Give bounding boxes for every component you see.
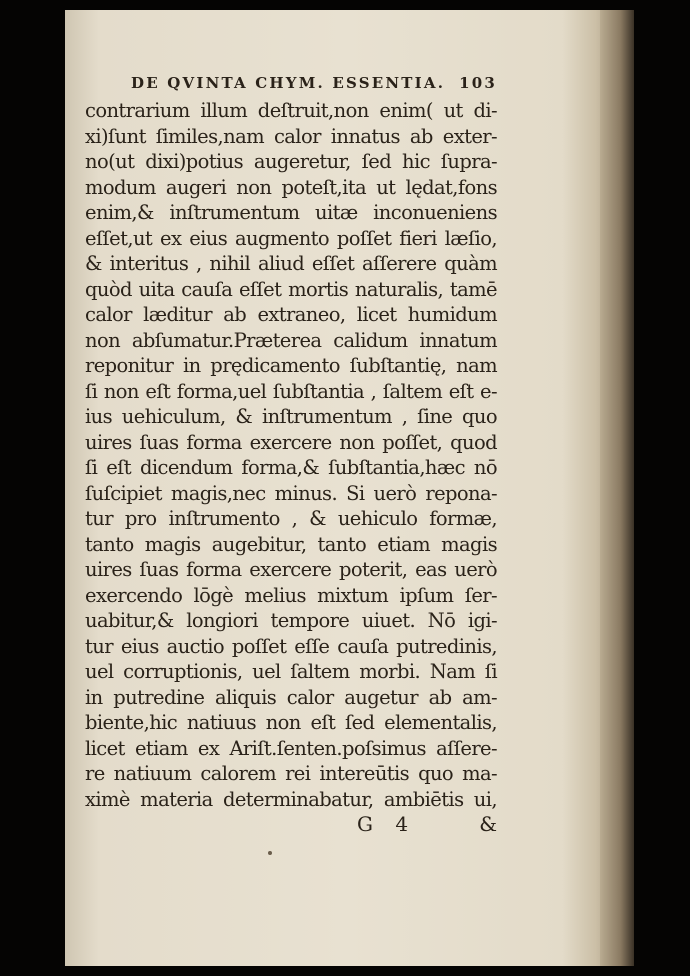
page-footer	[85, 812, 497, 838]
text-line: eſſet,ut ex eius augmento poſſet fieri læſio,	[85, 226, 497, 250]
text-line: uires ſuas forma exercere non poſſet, quod	[85, 430, 497, 454]
text-line: non abſumatur.Præterea calidum innatum	[85, 328, 497, 352]
text-line: in putredine aliquis calor augetur ab am-	[85, 685, 497, 709]
text-line: tur eius auctio poſſet eſſe cauſa putredinis,	[85, 634, 497, 658]
text-line: contrarium illum deſtruit,non enim( ut di-	[85, 99, 497, 122]
text-line: enim,& inſtrumentum uitæ inconueniens	[85, 201, 497, 224]
running-title: DE QVINTA CHYM. ESSENTIA.	[131, 74, 446, 92]
text-line: reponitur in prędicamento ſubſtantię, nam	[85, 354, 497, 377]
text-line: uel corruptionis, uel ſaltem morbi. Nam ſi	[85, 660, 497, 683]
text-line: & interitus , nihil aliud eſſet aſſerere quàm	[85, 252, 497, 275]
text-line: re natiuum calorem rei intereūtis quo ma-	[85, 762, 497, 785]
page-text	[85, 74, 497, 838]
text-line: tur pro inſtrumento , & uehiculo formæ,	[85, 507, 497, 530]
text-line: ſi eſt dicendum forma,& ſubſtantia,hæc nō	[85, 456, 497, 479]
text-line: ſuſcipiet magis,nec minus. Si uerò repona-	[85, 481, 497, 505]
page-edge	[600, 10, 634, 966]
text-line: ſi non eſt forma,uel ſubſtantia , ſaltem eſt e-	[85, 379, 497, 403]
text-line: biente,hic natiuus non eſt ſed elementalis,	[85, 711, 497, 734]
text-line: ximè materia determinabatur, ambiētis ui,	[85, 787, 497, 811]
page-number: 103	[459, 74, 497, 92]
text-line: ius uehiculum, & inſtrumentum , ſine quo	[85, 405, 497, 428]
signature-mark: G 4	[357, 812, 417, 836]
running-header	[85, 74, 497, 98]
text-line: quòd uita cauſa eſſet mortis naturalis, tamē	[85, 277, 497, 301]
ink-speck	[268, 851, 272, 855]
text-line: tanto magis augebitur, tanto etiam magis	[85, 532, 497, 556]
text-line: exercendo lōgè melius mixtum ipſum ſer-	[85, 583, 497, 607]
text-line: uabitur,& longiori tempore uiuet. Nō igi-	[85, 609, 497, 632]
text-line: xi)ſunt ſimiles,nam calor innatus ab exter-	[85, 124, 497, 148]
text-line: licet etiam ex Ariſt.ſenten.poſsimus aſſere-	[85, 736, 497, 760]
body-text	[85, 98, 497, 812]
text-line: calor læditur ab extraneo, licet humidum	[85, 303, 497, 326]
text-line: no(ut dixi)potius augeretur, ſed hic ſupra-	[85, 150, 497, 173]
text-line: uires ſuas forma exercere poterit, eas uerò	[85, 558, 497, 581]
text-line: modum augeri non poteſt,ita ut lędat,fons	[85, 175, 497, 199]
catchword: &	[479, 812, 497, 836]
